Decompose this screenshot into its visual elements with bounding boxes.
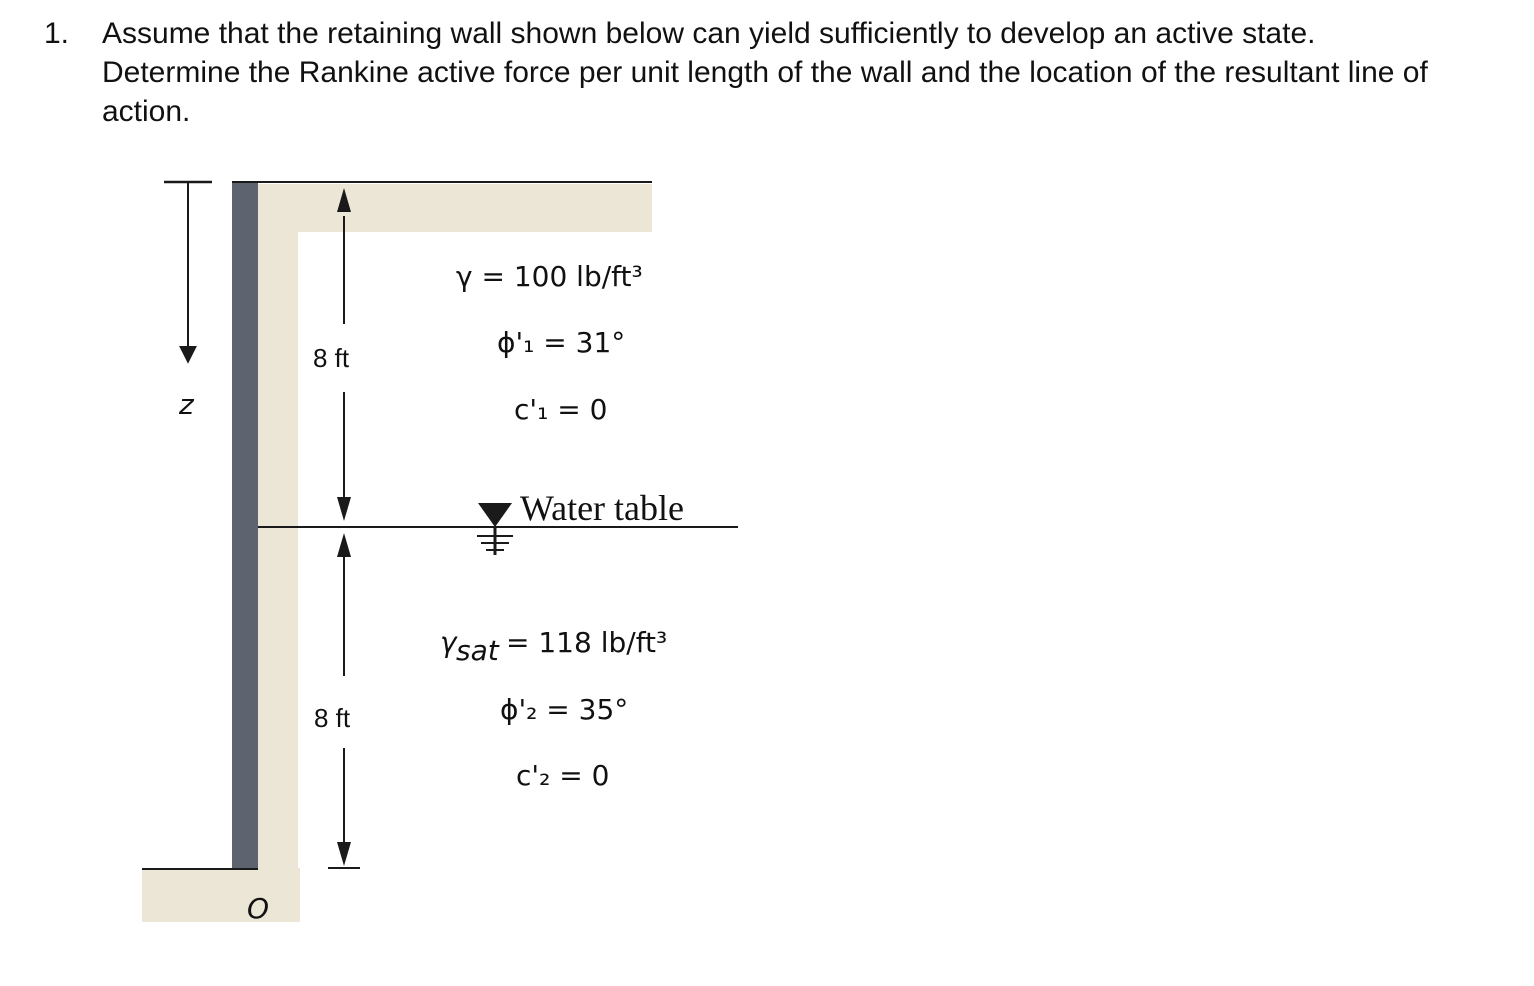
saturated-gamma-symbol: γ [440,626,457,659]
upper-unit-weight: γ = 100 lb/ft³ [456,260,643,293]
lower-cohesion: c'₂ = 0 [516,759,610,792]
upper-friction-angle: ϕ'₁ = 31° [497,326,626,359]
upper-height-dimension [313,188,351,521]
retaining-wall [232,182,258,868]
saturated-gamma-subscript: sat [456,634,499,667]
upper-height-label: 8 ft [313,343,350,373]
water-table-icon [477,503,513,555]
water-table-label: Water table [520,488,685,528]
question-number: 1. [44,17,70,50]
origin-label: O [247,892,270,925]
lower-height-label: 8 ft [314,703,351,733]
depth-axis-label: z [179,388,194,421]
depth-axis [164,182,212,421]
lower-friction-angle: ϕ'₂ = 35° [500,693,629,726]
soil-backfill [142,184,652,922]
saturated-gamma-value: = 118 lb/ft³ [506,626,668,659]
question-text: Assume that the retaining wall shown below can yield sufficiently to develop an active state. Determine the Rankine active force per unit length of the wall and the location of the resultant line of action. [102,17,1428,128]
lower-unit-weight [440,626,667,667]
lower-height-dimension [314,533,360,868]
upper-cohesion: c'₁ = 0 [514,393,608,426]
